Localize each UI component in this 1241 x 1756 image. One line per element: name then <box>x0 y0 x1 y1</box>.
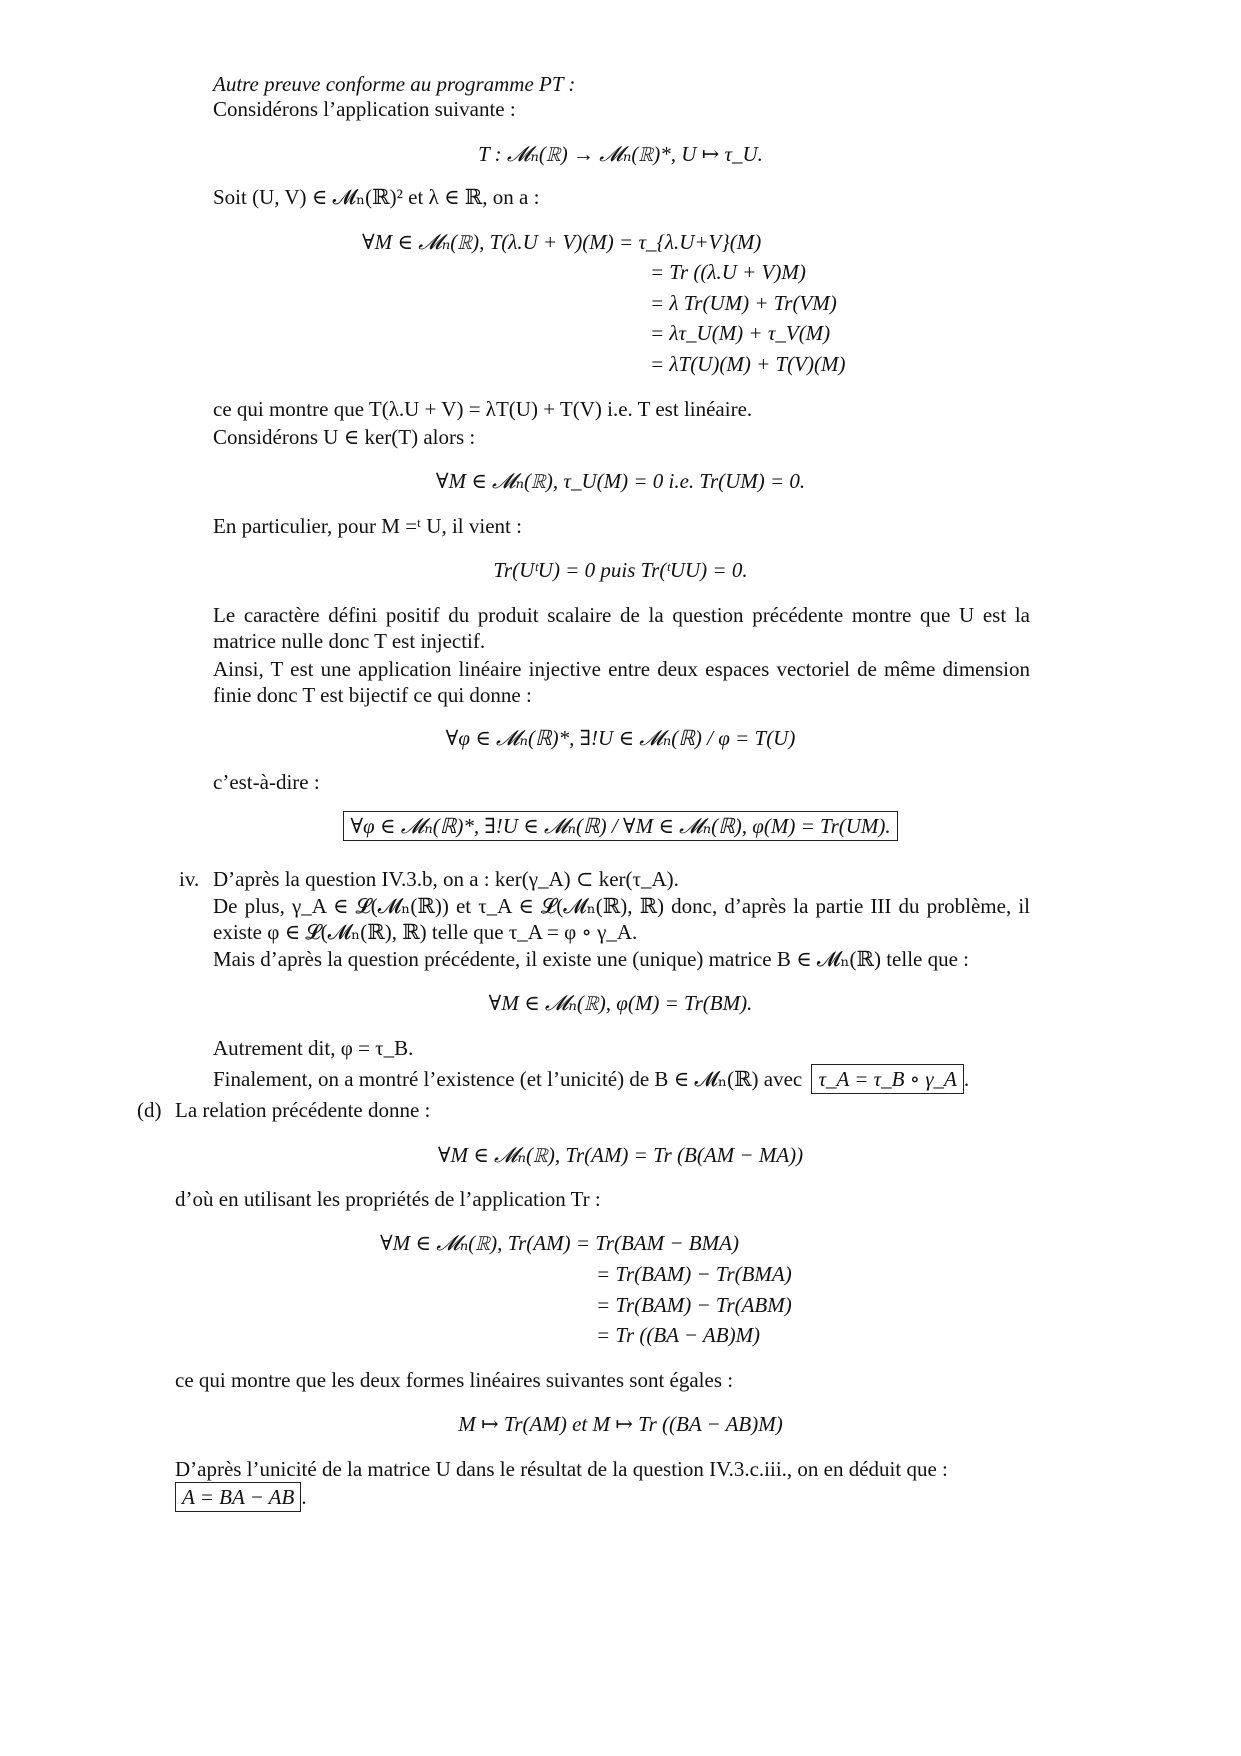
d-line-dou: d’où en utilisant les propriétés de l’application Tr : <box>175 1187 601 1211</box>
linearity-chain-row: = λT(U)(M) + T(V)(M) <box>650 352 846 376</box>
iv-line1: D’après la question IV.3.b, on a : ker(γ_A) ⊂ ker(τ_A). <box>213 867 679 891</box>
d-chain-row: ∀M ∈ 𝓜ₙ(ℝ), Tr(AM) = Tr(BAM − BMA) <box>380 1231 739 1255</box>
linearity-conclusion: ce qui montre que T(λ.U + V) = λT(U) + T(V) i.e. T est linéaire. <box>213 397 753 421</box>
kernel-intro: Considérons U ∈ ker(T) alors : <box>213 425 476 449</box>
boxed-result-1-wrap <box>0 811 1241 841</box>
item-marker-iv: iv. <box>179 867 200 891</box>
equation-trace: Tr(UᵗU) = 0 puis Tr(ᵗUU) = 0. <box>493 558 748 582</box>
boxed-result-2: τ_A = τ_B ∘ γ_A <box>811 1064 963 1094</box>
linearity-chain-row: ∀M ∈ 𝓜ₙ(ℝ), T(λ.U + V)(M) = τ_{λ.U+V}(M) <box>362 230 762 254</box>
cest-a-dire: c’est-à-dire : <box>213 770 320 794</box>
boxed-result-3: A = BA − AB <box>175 1482 301 1512</box>
iv-finalement: Finalement, on a montré l’existence (et l’unicité) de B ∈ 𝓜ₙ(ℝ) avec τ_A = τ_B ∘ γ_A . <box>213 1064 969 1094</box>
d-line1: La relation précédente donne : <box>175 1098 431 1122</box>
iv-line-mais: Mais d’après la question précédente, il existe une (unique) matrice B ∈ 𝓜ₙ(ℝ) telle que : <box>213 947 970 971</box>
d-chain-row: = Tr ((BA − AB)M) <box>596 1323 761 1347</box>
equation-B: ∀M ∈ 𝓜ₙ(ℝ), φ(M) = Tr(BM). <box>488 991 753 1015</box>
paragraph-defini-positif: Le caractère défini positif du produit scalaire de la question précédente montre que U est la matrice nulle donc T est injectif. <box>213 603 1030 653</box>
d-line-cequi: ce qui montre que les deux formes linéaires suivantes sont égales : <box>175 1368 734 1392</box>
d-final: A = BA − AB . <box>175 1482 307 1512</box>
linearity-chain-row: = Tr ((λ.U + V)M) <box>650 260 806 284</box>
particular-line: En particulier, pour M =ᵗ U, il vient : <box>213 514 522 538</box>
intro-line: Considérons l’application suivante : <box>213 97 516 121</box>
paragraph-ainsi: Ainsi, T est une application linéaire injective entre deux espaces vectoriel de même dimension finie donc T est bijectif ce qui donne : <box>213 657 1030 707</box>
equation-kernel: ∀M ∈ 𝓜ₙ(ℝ), τ_U(M) = 0 i.e. Tr(UM) = 0. <box>435 469 806 493</box>
soit-line: Soit (U, V) ∈ 𝓜ₙ(ℝ)² et λ ∈ ℝ, on a : <box>213 185 540 209</box>
linearity-chain-row: = λ Tr(UM) + Tr(VM) <box>650 291 837 315</box>
iv-paragraph-deplus: De plus, γ_A ∈ 𝓛(𝓜ₙ(ℝ)) et τ_A ∈ 𝓛(𝓜ₙ(ℝ), ℝ) donc, d’après la partie III du problème, il existe φ ∈ 𝓛(𝓜ₙ(ℝ), ℝ) telle que τ_A = φ ∘ γ_A. <box>213 894 1030 944</box>
intro-title: Autre preuve conforme au programme PT : <box>213 72 576 96</box>
item-marker-d: (d) <box>137 1098 162 1122</box>
iv-autrement: Autrement dit, φ = τ_B. <box>213 1036 414 1060</box>
equation-existence: ∀φ ∈ 𝓜ₙ(ℝ)*, ∃!U ∈ 𝓜ₙ(ℝ) / φ = T(U) <box>445 726 796 750</box>
boxed-result-1: ∀φ ∈ 𝓜ₙ(ℝ)*, ∃!U ∈ 𝓜ₙ(ℝ) / ∀M ∈ 𝓜ₙ(ℝ), φ(M) = Tr(UM). <box>343 811 897 841</box>
d-line-unicite: D’après l’unicité de la matrice U dans le résultat de la question IV.3.c.iii., on en déduit que : <box>175 1457 948 1481</box>
d-chain-row: = Tr(BAM) − Tr(BMA) <box>596 1262 792 1286</box>
equation-d1: ∀M ∈ 𝓜ₙ(ℝ), Tr(AM) = Tr (B(AM − MA)) <box>437 1143 804 1167</box>
iv-finalement-text: Finalement, on a montré l’existence (et l’unicité) de B ∈ 𝓜ₙ(ℝ) avec <box>213 1067 803 1091</box>
d-chain-row: = Tr(BAM) − Tr(ABM) <box>596 1293 792 1317</box>
equation-T-map: T : 𝓜ₙ(ℝ) → 𝓜ₙ(ℝ)*, U ↦ τ_U. <box>478 142 763 166</box>
equation-forms: M ↦ Tr(AM) et M ↦ Tr ((BA − AB)M) <box>458 1412 783 1436</box>
linearity-chain-row: = λτ_U(M) + τ_V(M) <box>650 321 831 345</box>
